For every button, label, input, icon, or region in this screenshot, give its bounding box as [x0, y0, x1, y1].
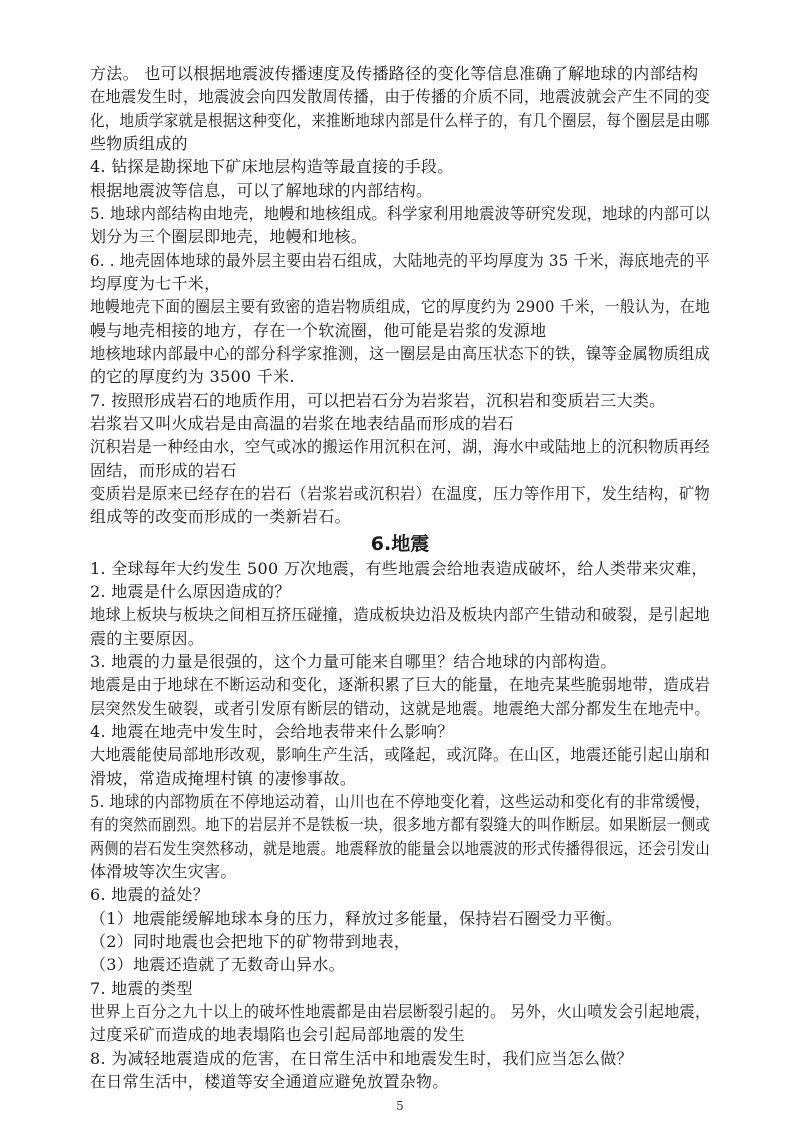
text-line: 变质岩是原来已经存在的岩石（岩浆岩或沉积岩）在温度，压力等作用下，发生结构，矿物	[90, 484, 711, 503]
text-line: 3. 地震的力量是很强的，这个力量可能来自哪里？结合地球的内部构造。	[90, 652, 617, 671]
text-line: 4. 钻探是勘探地下矿床地层构造等最直接的手段。	[90, 157, 454, 176]
text-line: 6. . 地壳固体地球的最外层主要由岩石组成，大陆地壳的平均厚度为 35 千米，海底地壳的平	[90, 251, 710, 270]
text-line: 组成等的改变而形成的一类新岩石。	[90, 507, 351, 526]
text-line: 化，地质学家就是根据这种变化，来推断地球内部是什么样子的，有几个圈层，每个圈层是由哪	[90, 111, 710, 130]
text-line: 震的主要原因。	[90, 629, 205, 648]
text-line: 7. 按照形成岩石的地质作用，可以把岩石分为岩浆岩，沉积岩和变质岩三大类。	[90, 391, 666, 410]
text-line: 岩浆岩又叫火成岩是由高温的岩浆在地表结晶而形成的岩石	[90, 414, 514, 433]
text-line: 方法。 也可以根据地震波传播速度及传播路径的变化等信息准确了解地球的内部结构	[90, 64, 699, 83]
text-line: 地震是由于地球在不断运动和变化，逐渐积累了巨大的能量，在地壳某些脆弱地带，造成岩	[90, 675, 711, 694]
text-line: 地球上板块与板块之间相互挤压碰撞，造成板块边沿及板块内部产生错动和破裂，是引起地	[90, 605, 711, 624]
text-line: 固结，而形成的岩石	[90, 461, 237, 480]
text-line: 8. 为减轻地震造成的危害，在日常生活中和地震发生时，我们应当怎么做？	[90, 1049, 633, 1068]
text-line: 层突然发生破裂，或者引发原有断层的错动，这就是地震。地震绝大部分都发生在地壳中。	[90, 699, 711, 718]
text-line: 5. 地球内部结构由地壳，地幔和地核组成。科学家利用地震波等研究发现，地球的内部可以	[90, 204, 710, 223]
text-line: 根据地震波等信息，可以了解地球的内部结构。	[90, 181, 433, 200]
text-line: 5. 地球的内部物质在不停地运动着，山川也在不停地变化着，这些运动和变化有的非常缓慢，	[90, 792, 711, 811]
text-line: 滑坡，常造成掩埋村镇 的凄惨事故。	[90, 769, 357, 788]
text-line: 6. 地震的益处？	[90, 885, 210, 904]
text-line: 的它的厚度约为 3500 千米.	[90, 367, 295, 386]
section-heading: 6.地震	[370, 532, 430, 555]
text-line: 体滑坡等次生灾害。	[90, 862, 237, 881]
text-line: 在日常生活中，楼道等安全通道应避免放置杂物。	[90, 1072, 449, 1091]
text-line: 沉积岩是一种经由水，空气或冰的搬运作用沉积在河，湖，海水中或陆地上的沉积物质再经	[90, 437, 711, 456]
text-line: 1. 全球每年大约发生 500 万次地震，有些地震会给地表造成破坏，给人类带来灾难，	[90, 559, 708, 578]
page-number: 5	[396, 1099, 404, 1113]
text-line: 过度采矿而造成的地表塌陷也会引起局部地震的发生	[90, 1025, 465, 1044]
text-line: 4. 地震在地壳中发生时，会给地表带来什么影响？	[90, 722, 454, 741]
text-line: 7. 地震的类型	[90, 979, 193, 998]
text-line: 2. 地震是什么原因造成的？	[90, 582, 291, 601]
text-line: （2）同时地震也会把地下的矿物带到地表，	[90, 932, 411, 951]
text-line: 地幔地壳下面的圈层主要有致密的造岩物质组成，它的厚度约为 2900 千米，一般认为，在地	[90, 297, 711, 316]
text-line: 两侧的岩石发生突然移动，就是地震。地震释放的能量会以地震波的形式传播得很远，还会引发山	[90, 839, 710, 858]
text-line: 均厚度为七千米，	[90, 274, 221, 293]
text-line: 地核地球内部最中心的部分科学家推测，这一圈层是由高压状态下的铁，镍等金属物质组成	[90, 344, 711, 363]
text-line: 世界上百分之九十以上的破坏性地震都是由岩层断裂引起的。 另外，火山喷发会引起地震，	[90, 1002, 711, 1021]
text-line: 大地震能使局部地形改观，影响生产生活，或隆起，或沉降。在山区，地震还能引起山崩和	[90, 745, 711, 764]
text-line: 些物质组成的	[90, 134, 188, 153]
text-line: 在地震发生时，地震波会向四发散周传播，由于传播的介质不同，地震波就会产生不同的变	[90, 87, 711, 106]
text-line: 有的突然而剧烈。地下的岩层并不是铁板一块，很多地方都有裂缝大的叫作断层。如果断层一侧或	[90, 815, 710, 834]
text-line: 幔与地壳相接的地方，存在一个软流圈，他可能是岩浆的发源地	[90, 321, 547, 340]
text-line: （3）地震还造就了无数奇山异水。	[90, 955, 345, 974]
text-line: 划分为三个圈层即地壳，地幔和地核。	[90, 227, 368, 246]
text-line: （1）地震能缓解地球本身的压力，释放过多能量，保持岩石圈受力平衡。	[90, 909, 623, 928]
